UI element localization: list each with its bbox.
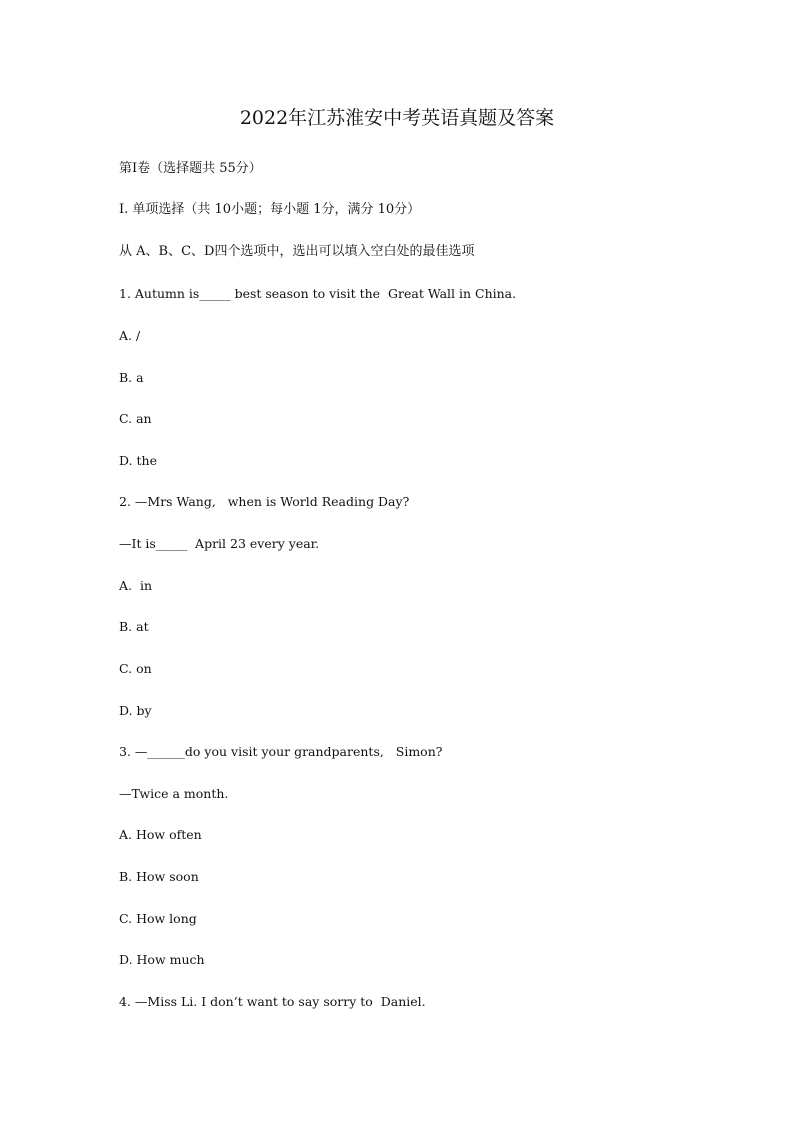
question-3-stem: 3. —______do you visit your grandparents, Simon? — [119, 744, 443, 759]
question-1-option-b: B. a — [119, 370, 144, 385]
question-1-stem: 1. Autumn is_____ best season to visit the Great Wall in China. — [119, 286, 517, 301]
question-2-option-c: C. on — [119, 661, 152, 676]
question-4-stem: 4. —Miss Li. I don’t want to say sorry to Daniel. — [119, 994, 426, 1009]
part-heading: Ⅰ. 单项选择（共 10小题；每小题 1分，满分 10分） — [119, 202, 421, 217]
question-2-option-b: B. at — [119, 619, 149, 634]
document-title: 2022年江苏淮安中考英语真题及答案 — [239, 107, 555, 129]
question-3-option-d: D. How much — [119, 952, 205, 967]
question-3-option-a: A. How often — [119, 827, 202, 842]
question-2-stem: 2. —Mrs Wang, when is World Reading Day? — [119, 494, 410, 509]
question-3-reply: —Twice a month. — [119, 786, 229, 801]
question-2-reply: —It is_____ April 23 every year. — [119, 536, 320, 551]
question-1-option-c: C. an — [119, 411, 152, 426]
question-3-option-c: C. How long — [119, 911, 197, 926]
question-2-option-d: D. by — [119, 703, 152, 718]
question-3-option-b: B. How soon — [119, 869, 199, 884]
instruction-text: 从 A、B、C、D四个选项中，选出可以填入空白处的最佳选项 — [119, 244, 475, 259]
section-heading: 第Ⅰ卷（选择题共 55分） — [119, 161, 262, 176]
question-1-option-a: A. / — [119, 328, 141, 343]
question-2-option-a: A. in — [119, 578, 152, 593]
question-1-option-d: D. the — [119, 453, 157, 468]
